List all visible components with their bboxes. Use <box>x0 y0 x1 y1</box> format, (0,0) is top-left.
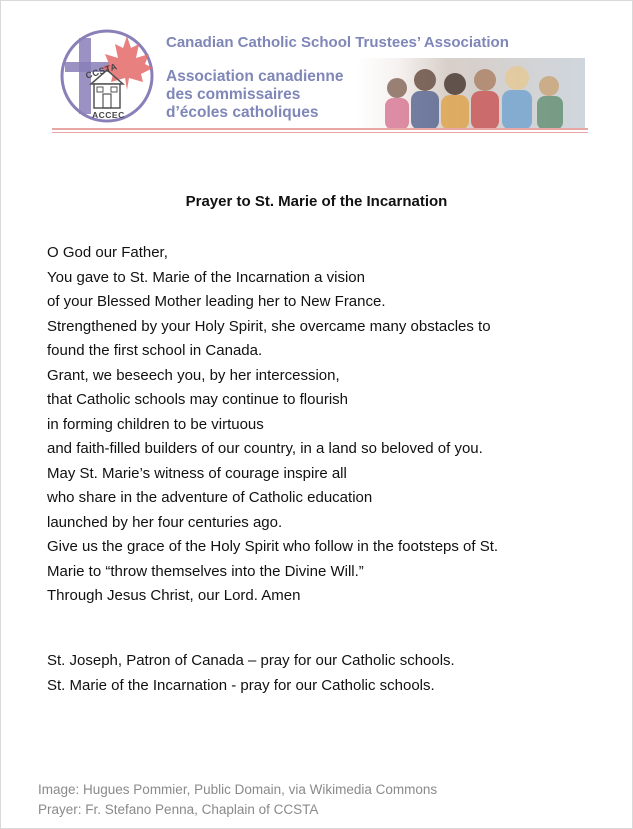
prayer-line: that Catholic schools may continue to flourish <box>47 391 348 408</box>
prayer-line: Grant, we beseech you, by her intercession, <box>47 366 340 384</box>
ccsta-logo <box>57 26 157 126</box>
prayer-line: and faith-filled builders of our country, in a land so beloved of you. <box>47 440 483 457</box>
org-name-french-line: Association canadienne <box>166 68 344 85</box>
org-name-french-line: d’écoles catholiques <box>166 104 319 121</box>
prayer-line: of your Blessed Mother leading her to New France. <box>47 293 386 310</box>
image-credit: Image: Hugues Pommier, Public Domain, via Wikimedia Commons <box>38 782 438 797</box>
logo-text-bottom: ACCEC <box>92 110 125 120</box>
prayer-line: Strengthened by your Holy Spirit, she overcame many obstacles to <box>47 317 491 335</box>
closing-line: St. Joseph, Patron of Canada – pray for our Catholic schools. <box>47 652 455 669</box>
header-rule <box>52 132 588 133</box>
header-banner <box>52 24 588 134</box>
prayer-credit: Prayer: Fr. Stefano Penna, Chaplain of CCSTA <box>38 802 319 817</box>
prayer-line: Marie to “throw themselves into the Divine Will.” <box>47 562 364 580</box>
logo-text-top: CCSTA <box>84 61 119 81</box>
prayer-line: Give us the grace of the Holy Spirit who follow in the footsteps of St. <box>47 538 499 555</box>
prayer-line: May St. Marie’s witness of courage inspire all <box>47 464 347 482</box>
prayer-line: You gave to St. Marie of the Incarnation a vision <box>47 268 365 286</box>
org-name-english: Canadian Catholic School Trustees’ Association <box>166 34 509 51</box>
students-photo <box>357 58 585 130</box>
prayer-title: Prayer to St. Marie of the Incarnation <box>185 193 448 210</box>
prayer-line: O God our Father, <box>47 244 168 261</box>
org-name-french <box>166 68 343 122</box>
closing-line: St. Marie of the Incarnation - pray for our Catholic schools. <box>47 677 435 694</box>
header-rule <box>52 128 588 130</box>
closing-invocations <box>47 648 607 698</box>
prayer-line: Through Jesus Christ, our Lord. Amen <box>47 587 301 604</box>
prayer-body <box>47 241 607 609</box>
org-name-french-line: des commissaires <box>166 86 301 103</box>
credits <box>38 780 437 820</box>
prayer-line: who share in the adventure of Catholic education <box>47 489 373 506</box>
prayer-line: found the first school in Canada. <box>47 342 263 359</box>
prayer-line: launched by her four centuries ago. <box>47 513 283 531</box>
prayer-line: in forming children to be virtuous <box>47 415 264 433</box>
